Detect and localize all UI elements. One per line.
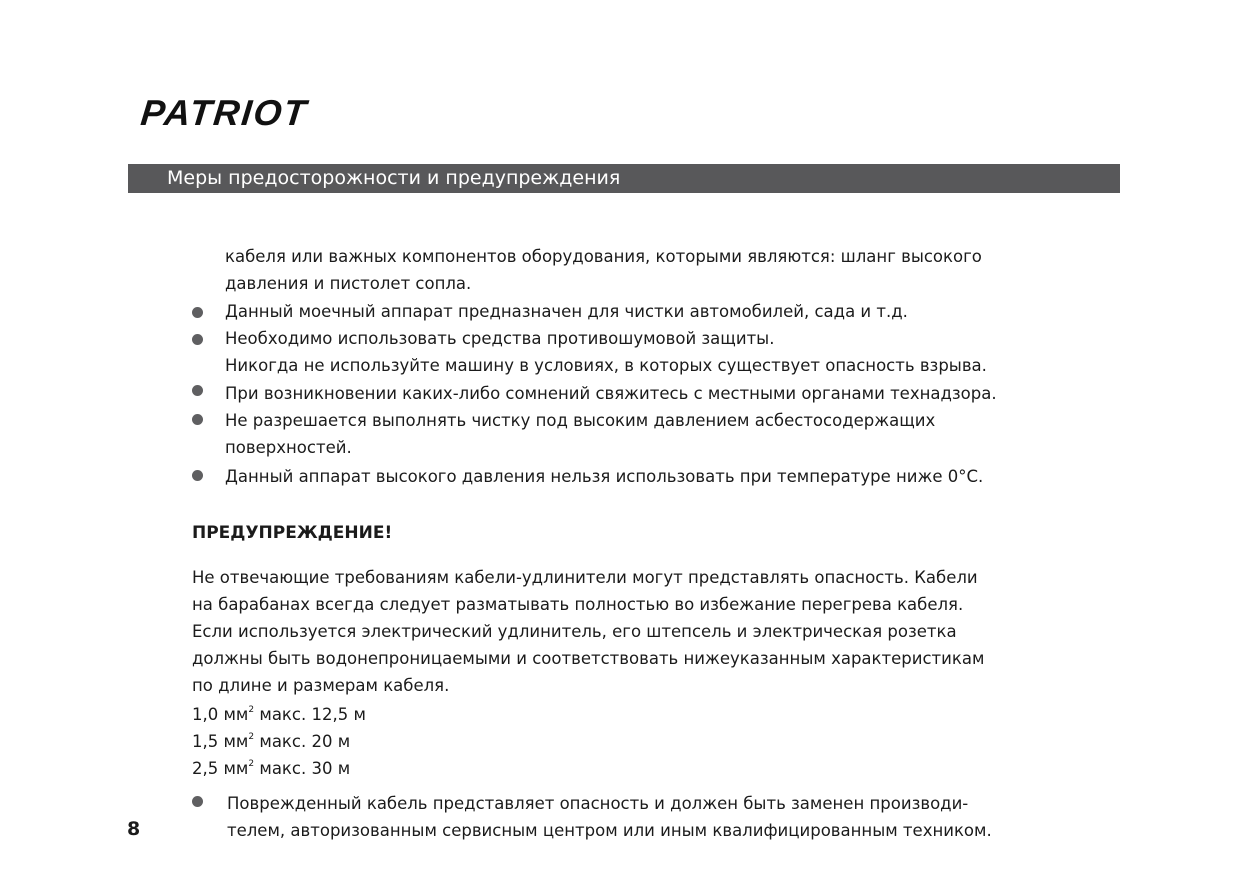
list-item: Данный аппарат высокого давления нельзя использовать при температуре ниже 0°C. — [225, 467, 984, 486]
cable-spec-size: 1,0 мм — [192, 705, 249, 724]
cable-spec-length: макс. 20 м — [254, 732, 351, 751]
intro-line: кабеля или важных компонентов оборудования, которыми являются: шланг высокого — [225, 247, 982, 266]
cable-spec-size: 1,5 мм — [192, 732, 249, 751]
list-item: Необходимо использовать средства противошумовой защиты. — [225, 329, 775, 348]
page-number: 8 — [127, 818, 141, 840]
warning-text-line: по длине и размерам кабеля. — [192, 676, 450, 695]
warning-title: ПРЕДУПРЕЖДЕНИЕ! — [192, 523, 393, 543]
cable-spec-superscript: 2 — [248, 759, 255, 769]
list-item-continuation: поверхностей. — [225, 438, 352, 457]
cable-spec-length: макс. 30 м — [254, 759, 351, 778]
warning-text-line: должны быть водонепроницаемыми и соответствовать нижеуказанным характеристикам — [192, 649, 985, 668]
brand-logo: PATRIOT — [138, 92, 310, 133]
bullet-dot-icon — [192, 385, 203, 396]
warning-text-line: Если используется электрический удлинитель, его штепсель и электрическая розетка — [192, 622, 957, 641]
bullet-dot-icon — [192, 796, 203, 807]
list-item-continuation: Никогда не используйте машину в условиях, в которых существует опасность взрыва. — [225, 356, 987, 375]
cable-spec-superscript: 2 — [248, 705, 255, 715]
cable-spec-size: 2,5 мм — [192, 759, 249, 778]
list-item: При возникновении каких-либо сомнений свяжитесь с местными органами технадзора. — [225, 384, 997, 403]
intro-line: давления и пистолет сопла. — [225, 274, 472, 293]
list-item: Не разрешается выполнять чистку под высоким давлением асбестосодержащих — [225, 411, 936, 430]
bullet-dot-icon — [192, 470, 203, 481]
list-item: Поврежденный кабель представляет опасность и должен быть заменен производи- — [227, 794, 969, 813]
section-header-bar — [128, 164, 1120, 193]
cable-spec — [192, 751, 350, 782]
cable-spec-superscript: 2 — [248, 732, 255, 742]
cable-spec-length: макс. 12,5 м — [254, 705, 366, 724]
section-title: Меры предосторожности и предупреждения — [167, 167, 621, 189]
warning-text-line: Не отвечающие требованиям кабели-удлинители могут представлять опасность. Кабели — [192, 568, 978, 587]
bullet-dot-icon — [192, 414, 203, 425]
list-item: Данный моечный аппарат предназначен для чистки автомобилей, сада и т.д. — [225, 302, 908, 321]
bullet-dot-icon — [192, 307, 203, 318]
bullet-dot-icon — [192, 334, 203, 345]
warning-text-line: на барабанах всегда следует разматывать полностью во избежание перегрева кабеля. — [192, 595, 964, 614]
list-item-continuation: телем, авторизованным сервисным центром или иным квалифицированным техником. — [227, 821, 992, 840]
